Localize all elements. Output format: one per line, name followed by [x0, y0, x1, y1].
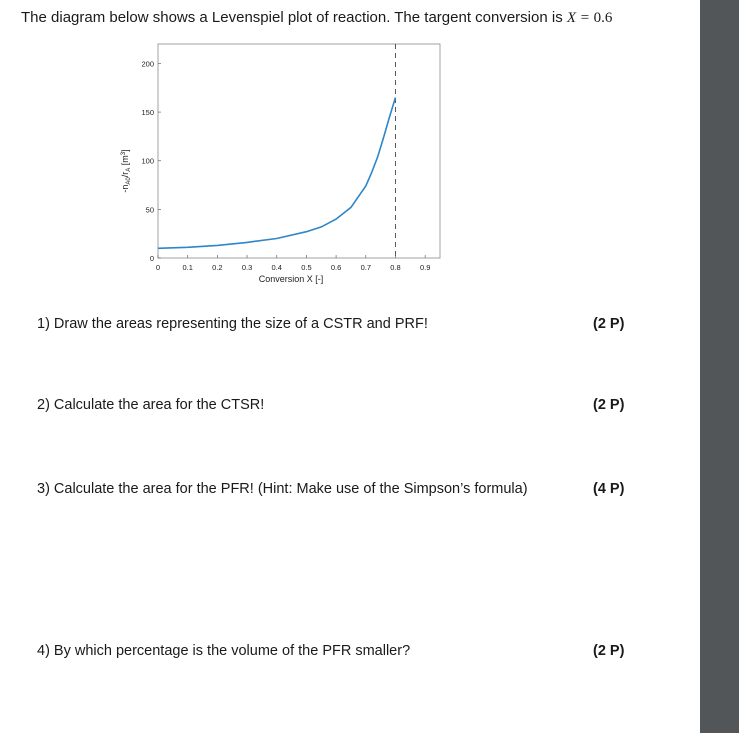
- task-4-points: (2 P): [593, 643, 625, 659]
- y-label-unit: [m: [120, 155, 130, 168]
- target-conversion-formula: [567, 10, 613, 26]
- x-tick-label: 0.3: [241, 263, 253, 272]
- x-tick-label: 0.5: [301, 263, 312, 272]
- y-label-part: /r: [120, 171, 130, 178]
- intro-text: [21, 9, 612, 27]
- y-tick-label: 0: [149, 254, 154, 263]
- y-label-superscript: 3: [121, 151, 127, 156]
- task-2-points: (2 P): [593, 397, 625, 413]
- y-label-part: ]: [120, 149, 130, 152]
- y-tick-label: 50: [145, 205, 154, 215]
- target-conversion-value: 0.6: [593, 10, 613, 26]
- y-label-subscript: A: [126, 167, 132, 172]
- y-tick-label: 200: [141, 59, 154, 69]
- plot-frame: [158, 44, 440, 258]
- x-tick-label: 0.2: [212, 263, 223, 272]
- task-3: 3) Calculate the area for the PFR! (Hint: Make use of the Simpson’s formula): [37, 481, 528, 497]
- y-label-subscript: A0: [126, 177, 132, 185]
- x-tick-label: 0.6: [330, 263, 342, 272]
- task-3-points: (4 P): [593, 481, 625, 497]
- levenspiel-curve: [158, 98, 396, 249]
- task-4: 4) By which percentage is the volume of the PFR smaller?: [37, 643, 411, 659]
- intro-sentence: The diagram below shows a Levenspiel plot of reaction. The targent conversion is: [21, 9, 563, 26]
- y-tick-label: 150: [141, 108, 154, 118]
- plot-marks: [158, 44, 396, 258]
- x-tick-label: 0: [155, 263, 161, 272]
- x-tick-label: 0.4: [271, 263, 282, 272]
- y-tick-label: 100: [141, 156, 154, 166]
- task-1-points: (2 P): [593, 316, 625, 332]
- y-axis-label: [120, 149, 132, 192]
- levenspiel-plot: [110, 36, 450, 296]
- equals-sign: =: [579, 10, 590, 26]
- task-2: 2) Calculate the area for the CTSR!: [37, 397, 265, 413]
- x-tick-label: 0.8: [390, 263, 401, 272]
- task-1: 1) Draw the areas representing the size of a CSTR and PRF!: [37, 316, 428, 332]
- x-tick-label: 0.1: [182, 263, 193, 272]
- x-tick-label: 0.7: [360, 263, 372, 272]
- x-axis-label: Conversion X [-]: [258, 274, 324, 284]
- viewer-scrollbar[interactable]: [700, 0, 739, 733]
- x-tick-label: 0.9: [419, 263, 431, 272]
- conversion-variable: X: [566, 10, 577, 26]
- y-label-part: -n: [120, 184, 130, 193]
